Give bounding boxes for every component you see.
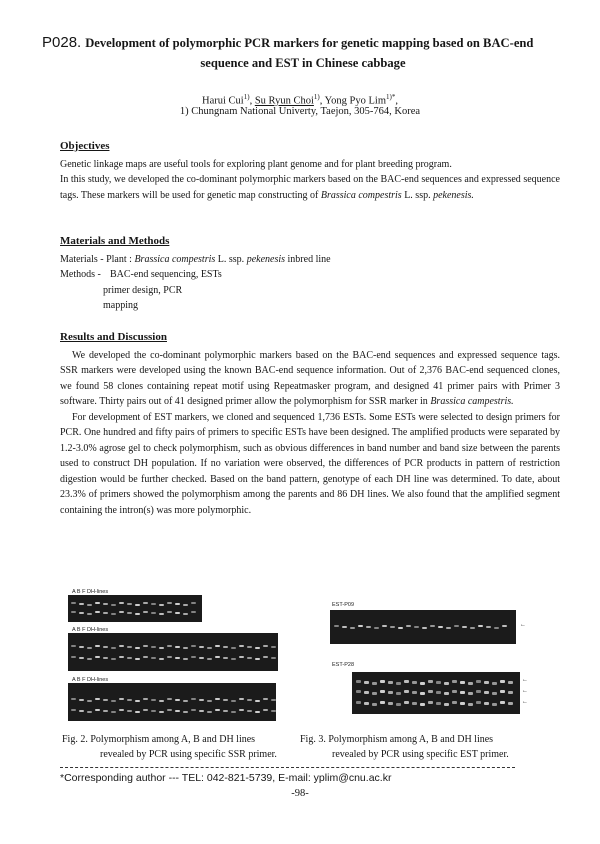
gel-band (422, 627, 427, 629)
gel-band (388, 702, 393, 705)
objectives-p1: Genetic linkage maps are useful tools for exploring plant genome and for plant breeding program. (60, 158, 452, 170)
gel-band (239, 645, 244, 647)
gel-band (135, 647, 140, 649)
ssr-gel-2 (68, 633, 278, 671)
gel-band (414, 626, 419, 628)
est-gel-2-label: EST-P28 (332, 662, 355, 668)
species-name: pekenesis. (433, 189, 474, 201)
gel-band (492, 682, 497, 685)
gel-band (374, 627, 379, 629)
gel-band (468, 682, 473, 685)
gel-band (223, 646, 228, 648)
gel-band (239, 709, 244, 711)
gel-band (412, 691, 417, 694)
gel-band (87, 613, 92, 615)
gel-band (151, 699, 156, 701)
gel-band (462, 626, 467, 628)
gel-band (263, 656, 268, 658)
gel-band (436, 702, 441, 705)
gel-band (119, 656, 124, 658)
gel-band (231, 658, 236, 660)
gel-band (396, 692, 401, 695)
gel-band (95, 611, 100, 613)
gel-3-lane-label: A B F DH-lines (72, 677, 109, 683)
gel-band (183, 711, 188, 713)
gel-band (500, 701, 505, 704)
gel-band (454, 625, 459, 627)
gel-band (135, 613, 140, 615)
gel-band (460, 702, 465, 705)
gel-band (119, 709, 124, 711)
gel-band (372, 682, 377, 685)
gel-band (358, 625, 363, 627)
gel-band (111, 604, 116, 606)
gel-band (271, 646, 276, 648)
gel-band (452, 690, 457, 693)
gel-band (95, 698, 100, 700)
author-1: Harui Cui (202, 95, 244, 107)
fig2-caption-line1: Fig. 2. Polymorphism among A, B and DH lines (62, 734, 256, 745)
gel-band (199, 646, 204, 648)
gel-band (151, 710, 156, 712)
gel-band (334, 625, 339, 627)
gel-band (247, 646, 252, 648)
gel-band (380, 680, 385, 683)
gel-band (428, 690, 433, 693)
materials-line (60, 252, 560, 268)
method-1: BAC-end sequencing, ESTs (110, 269, 222, 280)
gel-band (476, 701, 481, 704)
gel-band (143, 602, 148, 604)
gel-band (388, 691, 393, 694)
gel-band (199, 710, 204, 712)
gel-band (420, 692, 425, 695)
authors-line: Harui Cui$^{1)}$, Su Ryun Choi$^{1)}$, Yong Pyo Lim$^{1)*}$, (202, 93, 398, 107)
materials-ssp: pekenesis (246, 253, 286, 265)
abstract-code: P028. (42, 34, 82, 51)
gel-band (396, 703, 401, 706)
results-p1-text: We developed the co-dominant polymorphic markers based on the BAC-end sequences and expressed sequence tags. SSR markers were developed using the known BAC-end sequence information. Out of 2,376 BAC-end sequenced clones, we found 58 clones containing repeat motif using Repeatmasker program, and designed 41 primer pairs with Primer 3 software. Thirty pairs out of 41 designed primer allow the polymorphism for SSR marker in (60, 349, 560, 407)
gel-band (406, 625, 411, 627)
gel-band (255, 700, 260, 702)
gel-band (87, 658, 92, 660)
gel-band (398, 627, 403, 629)
gel-band (364, 691, 369, 694)
gel-band (135, 604, 140, 606)
gel-band (247, 657, 252, 659)
gel-band (127, 612, 132, 614)
gel-band (271, 657, 276, 659)
gel-band (143, 656, 148, 658)
gel-band (71, 602, 76, 604)
gel-band (151, 646, 156, 648)
gel-2-lane-label: A B F DH-lines (72, 627, 109, 633)
gel-band (492, 703, 497, 706)
gel-band (231, 711, 236, 713)
gel-band (79, 699, 84, 701)
materials-suffix: inbred line (285, 253, 331, 265)
gel-band (119, 645, 124, 647)
gel-band (111, 700, 116, 702)
gel-band (87, 647, 92, 649)
gel-band (271, 710, 276, 712)
footer-divider (60, 767, 515, 768)
band-arrow-2: ← (522, 677, 528, 683)
gel-band (79, 657, 84, 659)
gel-band (183, 613, 188, 615)
gel-band (127, 699, 132, 701)
est-gel-1-label: EST-P09 (332, 602, 355, 608)
gel-band (103, 646, 108, 648)
text-run: L. ssp. (401, 189, 434, 201)
gel-band (372, 703, 377, 706)
gel-band (476, 680, 481, 683)
gel-band (508, 691, 513, 694)
gel-band (255, 658, 260, 660)
gel-band (239, 656, 244, 658)
gel-band (207, 647, 212, 649)
gel-band (183, 604, 188, 606)
corresponding-author: *Corresponding author --- TEL: 042-821-5739, E-mail: yplim@cnu.ac.kr (60, 772, 392, 784)
gel-band (175, 603, 180, 605)
gel-band (191, 645, 196, 647)
gel-band (478, 625, 483, 627)
gel-band (468, 703, 473, 706)
gel-band (263, 698, 268, 700)
gel-band (111, 711, 116, 713)
gel-band (271, 699, 276, 701)
gel-band (494, 627, 499, 629)
gel-band (111, 647, 116, 649)
gel-band (119, 611, 124, 613)
gel-band (428, 680, 433, 683)
materials-prefix: Materials - Plant : (60, 253, 135, 265)
gel-band (255, 647, 260, 649)
gel-band (127, 710, 132, 712)
gel-band (175, 657, 180, 659)
gel-band (486, 626, 491, 628)
gel-band (79, 612, 84, 614)
title-block (38, 34, 568, 72)
gel-band (167, 645, 172, 647)
gel-band (380, 701, 385, 704)
gel-band (468, 692, 473, 695)
gel-band (500, 680, 505, 683)
gel-band (404, 680, 409, 683)
gel-band (223, 699, 228, 701)
methods-label: Methods - (60, 269, 101, 280)
gel-band (239, 698, 244, 700)
gel-band (87, 700, 92, 702)
gel-band (247, 710, 252, 712)
gel-band (95, 602, 100, 604)
results-heading: Results and Discussion (60, 331, 167, 343)
gel-band (175, 646, 180, 648)
gel-band (380, 690, 385, 693)
gel-band (412, 681, 417, 684)
gel-band (127, 603, 132, 605)
gel-band (191, 709, 196, 711)
gel-band (151, 612, 156, 614)
gel-band (79, 603, 84, 605)
gel-band (207, 658, 212, 660)
gel-band (103, 612, 108, 614)
gel-band (350, 627, 355, 629)
gel-band (71, 611, 76, 613)
gel-band (111, 658, 116, 660)
methods-line (60, 267, 560, 283)
gel-band (223, 710, 228, 712)
gel-band (79, 710, 84, 712)
gel-band (103, 657, 108, 659)
method-3: mapping (103, 300, 138, 311)
gel-band (87, 604, 92, 606)
gel-band (364, 702, 369, 705)
gel-band (476, 690, 481, 693)
gel-band (428, 701, 433, 704)
gel-band (199, 657, 204, 659)
gel-band (502, 625, 507, 627)
fig3-caption-line2: revealed by PCR using specific EST primer. (332, 749, 509, 760)
gel-band (215, 709, 220, 711)
gel-band (159, 604, 164, 606)
gel-band (382, 625, 387, 627)
gel-band (175, 699, 180, 701)
author-3-sup: 1)* (386, 93, 396, 101)
gel-band (460, 691, 465, 694)
ssr-gel-1 (68, 595, 202, 622)
gel-band (420, 682, 425, 685)
gel-band (484, 691, 489, 694)
gel-band (71, 645, 76, 647)
results-p2: For development of EST markers, we cloned and sequenced 1,736 ESTs. Some ESTs were selected to design primers for PCR. One hundred and fifty pairs of primers to specific ESTs have been designed. The amplified products were separated by 1.2-3.0% agrose gel to check polymorphism, such as obvious differences in band number and band size between the parents used to construct DH population. If no variation were observed, the differences of PCR products in pattern of restriction digestion would be further checked. Based on the band pattern, genotype of each DH line was determined. To date, about 23.3% of primers showed the polymorphism among the parents and 86 DH lines. We also found that the amplified segment containing the intron(s) was more polymorphic. (60, 411, 560, 516)
gel-1-lane-label: A B F DH-lines (72, 589, 109, 595)
est-gel-1 (330, 610, 516, 644)
gel-band (356, 690, 361, 693)
gel-band (452, 680, 457, 683)
gel-band (143, 698, 148, 700)
gel-band (444, 692, 449, 695)
species-name: Brassica compestris (320, 189, 402, 201)
gel-band (143, 611, 148, 613)
gel-band (223, 657, 228, 659)
objectives-p2 (60, 172, 560, 203)
gel-band (143, 645, 148, 647)
gel-band (263, 645, 268, 647)
gel-band (508, 681, 513, 684)
gel-band (135, 658, 140, 660)
gel-band (444, 703, 449, 706)
gel-band (484, 681, 489, 684)
gel-band (390, 626, 395, 628)
gel-band (103, 699, 108, 701)
gel-band (444, 682, 449, 685)
gel-band (159, 711, 164, 713)
gel-band (167, 656, 172, 658)
methods-heading: Materials and Methods (60, 235, 170, 247)
gel-band (356, 701, 361, 704)
methods-section (60, 234, 560, 314)
author-2-sup: 1) (313, 93, 320, 101)
gel-band (215, 645, 220, 647)
gel-band (79, 646, 84, 648)
gel-band (103, 710, 108, 712)
gel-band (159, 658, 164, 660)
page-number: -98- (291, 788, 309, 799)
title-line-1 (38, 34, 568, 52)
gel-band (404, 690, 409, 693)
objectives-heading: Objectives (60, 140, 110, 152)
affiliation: 1) Chungnam National Univerty, Taejon, 305-764, Korea (179, 106, 421, 117)
gel-band (207, 711, 212, 713)
gel-band (215, 656, 220, 658)
gel-band (151, 657, 156, 659)
results-p1 (60, 348, 560, 410)
gel-band (167, 709, 172, 711)
gel-band (167, 698, 172, 700)
band-arrow-1: ← (520, 622, 526, 628)
gel-band (151, 603, 156, 605)
gel-band (231, 647, 236, 649)
gel-band (167, 611, 172, 613)
gel-band (159, 700, 164, 702)
gel-band (438, 626, 443, 628)
gel-band (167, 602, 172, 604)
gel-band (404, 701, 409, 704)
gel-band (356, 680, 361, 683)
gel-band (446, 627, 451, 629)
gel-band (103, 603, 108, 605)
gel-band (412, 702, 417, 705)
objectives-section (60, 139, 560, 203)
results-section (60, 330, 560, 518)
gel-band (175, 710, 180, 712)
gel-band (135, 700, 140, 702)
gel-band (183, 700, 188, 702)
method-2: primer design, PCR (103, 284, 183, 296)
author-1-sup: 1) (243, 93, 250, 101)
gel-band (119, 698, 124, 700)
gel-band (420, 703, 425, 706)
gel-band (183, 658, 188, 660)
gel-band (492, 692, 497, 695)
ssr-gel-3 (68, 683, 276, 721)
fig2-caption (62, 732, 302, 762)
gel-band (111, 613, 116, 615)
gel-band (247, 699, 252, 701)
gel-band (95, 645, 100, 647)
gel-band (127, 646, 132, 648)
gel-band (255, 711, 260, 713)
gel-band (191, 698, 196, 700)
author-2: Su Ryun Choi (254, 95, 314, 107)
band-arrow-3: ← (522, 688, 528, 694)
gel-band (191, 602, 196, 604)
gel-band (388, 681, 393, 684)
fig2-caption-line2: revealed by PCR using specific SSR primer. (100, 749, 277, 760)
gel-band (199, 699, 204, 701)
gel-band (436, 691, 441, 694)
gel-band (508, 702, 513, 705)
materials-mid: L. ssp. (215, 253, 247, 265)
gel-band (159, 613, 164, 615)
gel-band (135, 711, 140, 713)
gel-band (95, 656, 100, 658)
title-text-1: Development of polymorphic PCR markers for genetic mapping based on BAC-end (85, 36, 534, 50)
gel-band (207, 700, 212, 702)
gel-band (364, 681, 369, 684)
gel-band (71, 709, 76, 711)
gel-band (470, 627, 475, 629)
gel-band (372, 692, 377, 695)
gel-band (452, 701, 457, 704)
gel-band (95, 709, 100, 711)
gel-band (342, 626, 347, 628)
gel-band (71, 656, 76, 658)
gel-band (484, 702, 489, 705)
gel-band (231, 700, 236, 702)
gel-band (159, 647, 164, 649)
gel-band (127, 657, 132, 659)
author-3: Yong Pyo Lim (324, 95, 386, 107)
band-arrow-4: ← (522, 699, 528, 705)
fig3-caption-line1: Fig. 3. Polymorphism among A, B and DH lines (300, 734, 494, 745)
results-p1-species: Brassica campestris. (430, 396, 514, 407)
gel-band (191, 656, 196, 658)
gel-band (436, 681, 441, 684)
est-gel-2 (352, 672, 520, 714)
gel-band (396, 682, 401, 685)
gel-band (71, 698, 76, 700)
gel-band (87, 711, 92, 713)
title-line-2: sequence and EST in Chinese cabbage (200, 56, 406, 70)
gel-band (143, 709, 148, 711)
gel-band (215, 698, 220, 700)
gel-band (119, 602, 124, 604)
fig3-caption (300, 732, 550, 762)
gel-band (430, 625, 435, 627)
gel-band (366, 626, 371, 628)
text-run: In this study, we developed the co-dominant polymorphic markers based on the BAC-end sequences and expressed sequence tags. These markers will be used for genetic map constructing of (60, 174, 560, 201)
gel-band (191, 611, 196, 613)
materials-species: Brassica compestris (134, 253, 216, 265)
gel-band (263, 709, 268, 711)
gel-band (175, 612, 180, 614)
gel-band (183, 647, 188, 649)
gel-band (500, 690, 505, 693)
gel-band (460, 681, 465, 684)
